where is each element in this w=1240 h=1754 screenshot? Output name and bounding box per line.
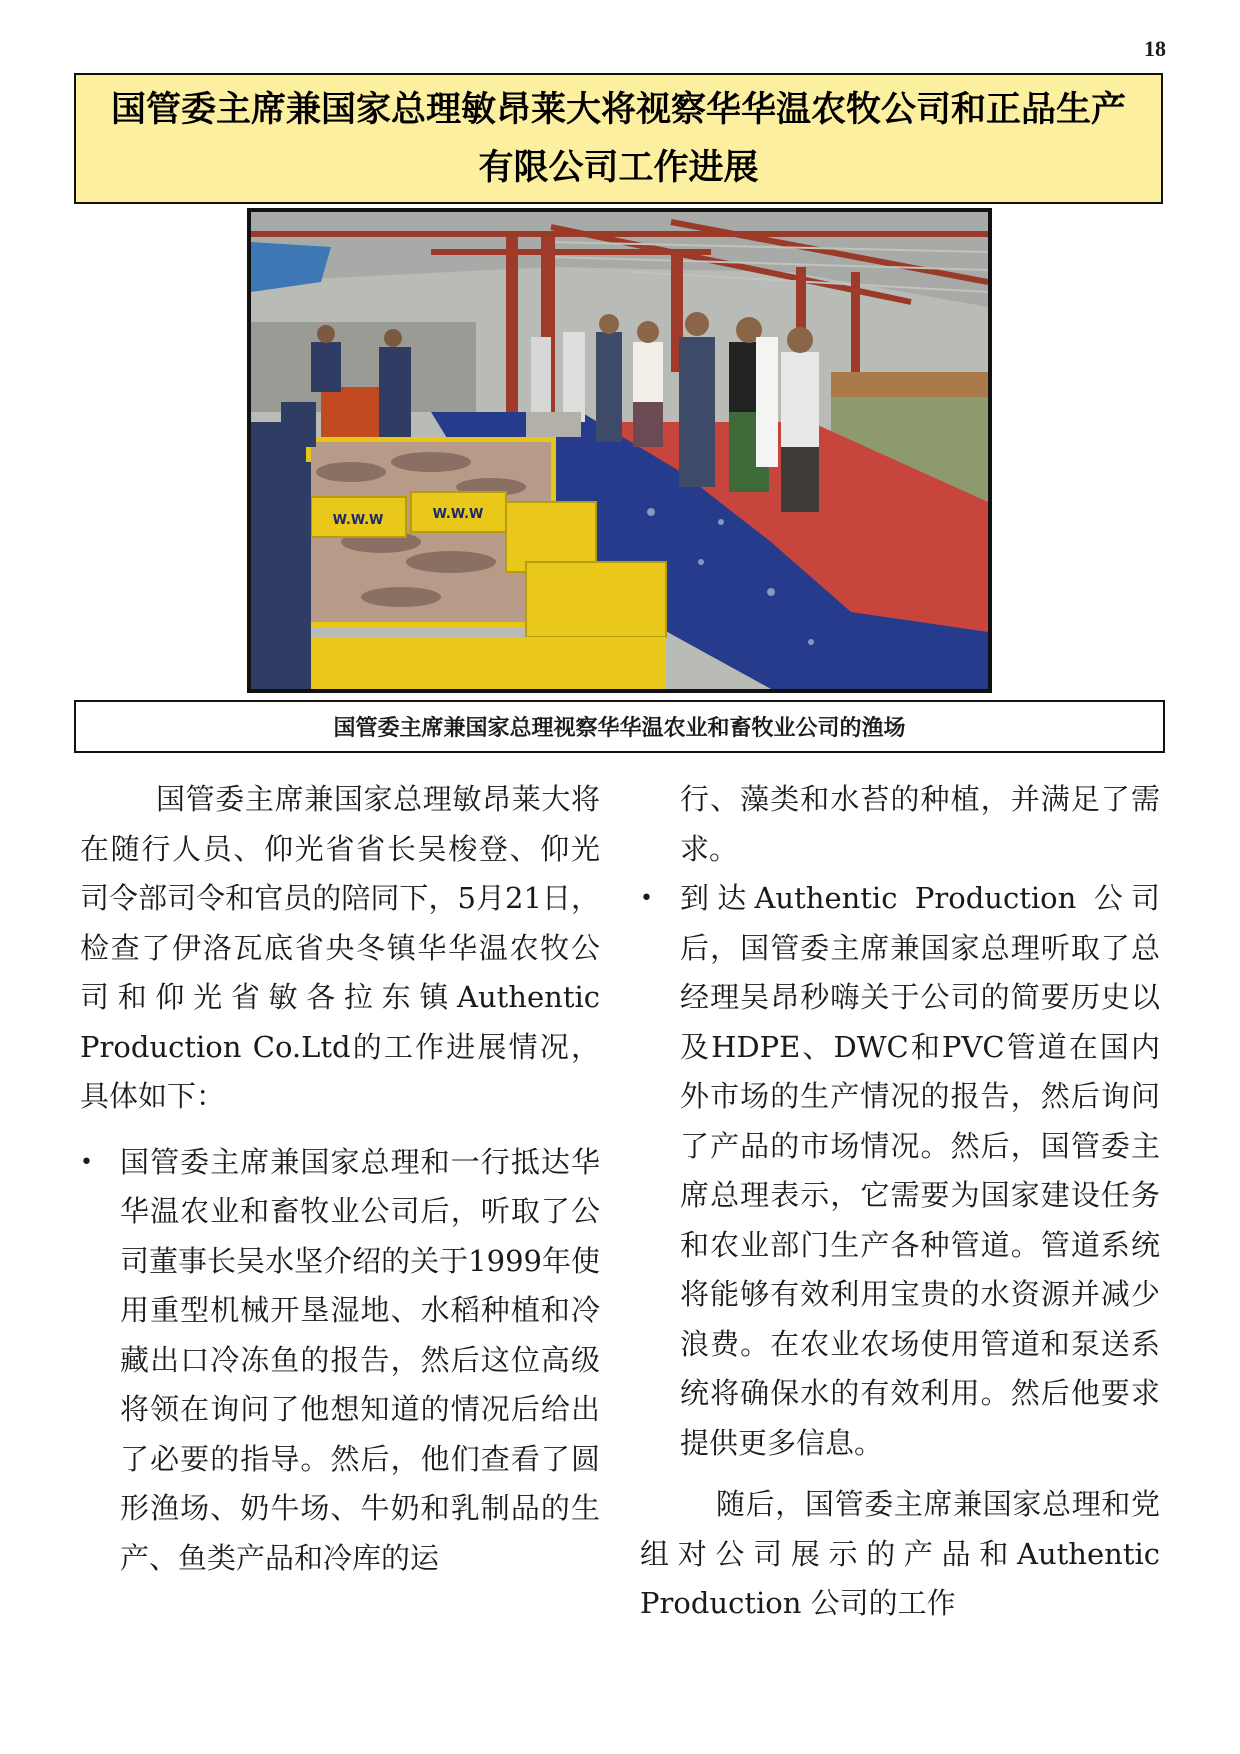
photo-caption-box	[74, 700, 1165, 753]
headline-box	[74, 73, 1163, 204]
crate-label-2: W.W.W	[432, 507, 484, 522]
photo-caption: 国管委主席兼国家总理视察华华温农业和畜牧业公司的渔场	[333, 716, 906, 741]
headline: 国管委主席兼国家总理敏昂莱大将视察华华温农牧公司和正品生产有限公司工作进展	[110, 89, 1126, 188]
intro-paragraph: 国管委主席兼国家总理敏昂莱大将在随行人员、仰光省省长吴梭登、仰光司令部司令和官员的陪同下，5月21日，检查了伊洛瓦底省央冬镇华华温农牧公司和仰光省敏各拉东镇Authentic Production Co.Ltd的工作进展情况，具体如下：	[80, 782, 600, 1113]
page-number: 18	[1144, 36, 1166, 61]
bullet-item-1: • 国管委主席兼国家总理和一行抵达华华温农业和畜牧业公司后，听取了公司董事长吴水坚介绍的关于1999年使用重型机械开垦湿地、水稻种植和冷藏出口冷冻鱼的报告，然后这位高级将领在询问了他想知道的情况后给出了必要的指导。然后，他们查看了圆形渔场、奶牛场、牛奶和乳制品的生产、鱼类产品和冷库的运	[80, 1138, 600, 1584]
bullet-item-1-continued: 行、藻类和水苔的种植，并满足了需求。	[680, 782, 1160, 866]
fish-farm-photo	[251, 212, 988, 689]
news-photo	[247, 208, 992, 693]
article-body	[80, 775, 1160, 1735]
bullet-item-2: • 到达Authentic Production 公司后，国管委主席兼国家总理听取了总经理吴昂秒嗨关于公司的简要历史以及HDPE、DWC和PVC管道在国内外市场的生产情况的报告，然后询问了产品的市场情况。然后，国管委主席总理表示，它需要为国家建设任务和农业部门生产各种管道。管道系统将能够有效利用宝贵的水资源并减少浪费。在农业农场使用管道和泵送系统将确保水的有效利用。然后他要求提供更多信息。	[640, 874, 1160, 1468]
closing-paragraph: 随后，国管委主席兼国家总理和党组对公司展示的产品和Authentic Production 公司的工作	[640, 1487, 1160, 1620]
right-column	[640, 775, 1160, 1735]
crate-label-1: W.W.W	[332, 513, 384, 528]
left-column	[80, 775, 600, 1735]
